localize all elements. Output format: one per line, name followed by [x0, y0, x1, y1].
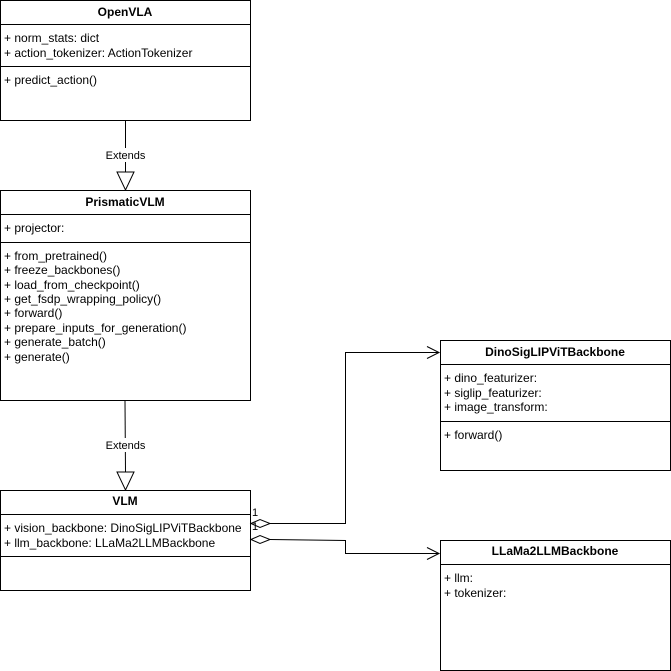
attribute: + image_transform: [444, 400, 548, 414]
generalization-arrow [104, 121, 148, 190]
attribute: + vision_backbone: DinoSigLIPViTBackbone [4, 521, 242, 535]
method: + prepare_inputs_for_generation() [4, 321, 187, 335]
method: + load_from_checkpoint() [4, 278, 140, 292]
method: + forward() [444, 428, 503, 442]
attribute: + llm: [444, 571, 474, 585]
attribute: + projector: [4, 221, 65, 235]
extends-label: Extends [105, 150, 146, 162]
method: + get_fsdp_wrapping_policy() [4, 292, 162, 306]
aggregation-vision-backbone [251, 347, 439, 528]
method: + predict_action() [4, 73, 98, 87]
class-name: VLM [112, 494, 138, 508]
class-name: LLaMa2LLMBackbone [491, 544, 619, 558]
multiplicity-label: 1 [252, 507, 259, 519]
class-openvla[interactable] [1, 1, 251, 121]
class-vlm[interactable] [1, 491, 251, 591]
class-name: PrismaticVLM [85, 195, 165, 209]
extends-label: Extends [105, 440, 146, 452]
attribute: + siglip_featurizer: [444, 386, 542, 400]
method: + from_pretrained() [4, 249, 108, 263]
method: + generate() [4, 350, 70, 364]
method: + freeze_backbones() [4, 263, 121, 277]
class-name: OpenVLA [97, 5, 153, 19]
attribute: + norm_stats: dict [4, 31, 100, 45]
method: + generate_batch() [4, 335, 106, 349]
multiplicity-label: 1 [252, 521, 259, 533]
generalization-arrow [104, 401, 148, 490]
attribute: + tokenizer: [444, 586, 507, 600]
attribute: + dino_featurizer: [444, 371, 538, 385]
aggregation-llm-backbone [251, 521, 439, 560]
attribute: + llm_backbone: LLaMa2LLMBackbone [4, 536, 216, 550]
class-prismaticvlm[interactable] [1, 191, 251, 401]
class-name: DinoSigLIPViTBackbone [485, 345, 625, 359]
class-dinosiglipvitbackbone[interactable] [441, 341, 671, 471]
attribute: + action_tokenizer: ActionTokenizer [4, 46, 193, 60]
method: + forward() [4, 306, 63, 320]
class-llama2llmbackbone[interactable] [441, 541, 671, 671]
